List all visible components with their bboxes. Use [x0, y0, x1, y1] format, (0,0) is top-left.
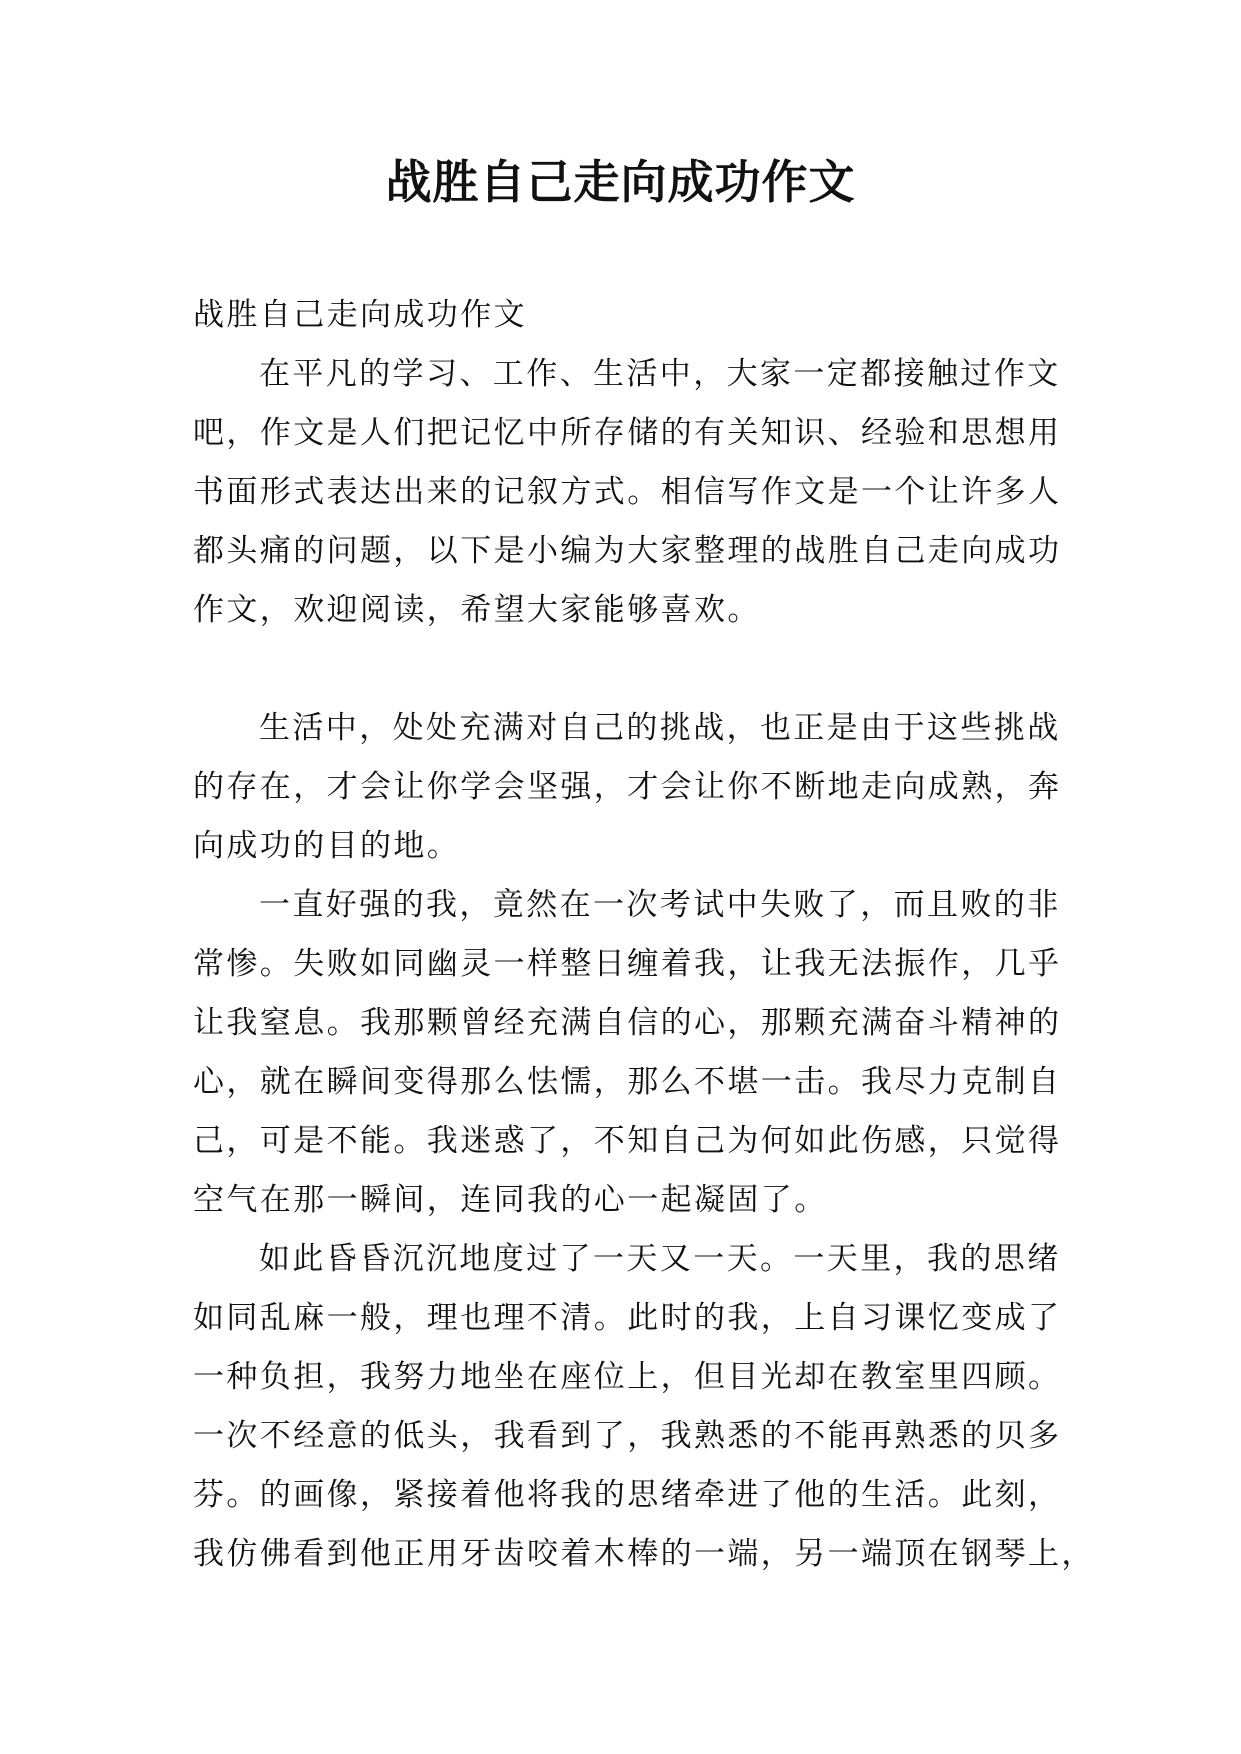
document-body [193, 286, 1095, 1584]
text-line: 己，可是不能。我迷惑了，不知自己为何如此伤感，只觉得 [193, 1123, 1062, 1159]
text-line: 一种负担，我努力地坐在座位上，但目光却在教室里四顾。 [193, 1359, 1062, 1395]
text-line: 在平凡的学习、工作、生活中，大家一定都接触过作文 [259, 356, 1061, 392]
text-line: 常惨。失败如同幽灵一样整日缠着我，让我无法振作，几乎 [193, 946, 1062, 982]
text-line: 空气在那一瞬间，连同我的心一起凝固了。 [193, 1182, 828, 1218]
text-line: 一次不经意的低头，我看到了，我熟悉的不能再熟悉的贝多 [193, 1418, 1062, 1454]
text-line: 书面形式表达出来的记叙方式。相信写作文是一个让许多人 [193, 474, 1062, 510]
text-line: 如同乱麻一般，理也理不清。此时的我，上自习课忆变成了 [193, 1300, 1062, 1336]
text-line: 作文，欢迎阅读，希望大家能够喜欢。 [193, 592, 761, 628]
text-line: 我仿佛看到他正用牙齿咬着木棒的一端，另一端顶在钢琴上， [193, 1536, 1095, 1572]
text-line: 吧，作文是人们把记忆中所存储的有关知识、经验和思想用 [193, 415, 1062, 451]
blank-line [193, 640, 1073, 699]
text-line: 心，就在瞬间变得那么怯懦，那么不堪一击。我尽力克制自 [193, 1064, 1062, 1100]
text-line: 都头痛的问题，以下是小编为大家整理的战胜自己走向成功 [193, 533, 1062, 569]
text-line: 一直好强的我，竟然在一次考试中失败了，而且败的非 [259, 887, 1061, 923]
text-line: 的存在，才会让你学会坚强，才会让你不断地走向成熟，奔 [193, 769, 1062, 805]
document-title: 战胜自己走向成功作文 [385, 155, 856, 209]
text-line: 向成功的目的地。 [193, 828, 461, 864]
text-line: 如此昏昏沉沉地度过了一天又一天。一天里，我的思绪 [259, 1241, 1061, 1277]
text-line: 战胜自己走向成功作文 [193, 297, 527, 333]
text-line: 芬。的画像，紧接着他将我的思绪牵进了他的生活。此刻， [193, 1477, 1062, 1513]
text-line: 生活中，处处充满对自己的挑战，也正是由于这些挑战 [259, 710, 1061, 746]
text-line: 让我窒息。我那颗曾经充满自信的心，那颗充满奋斗精神的 [193, 1005, 1062, 1041]
